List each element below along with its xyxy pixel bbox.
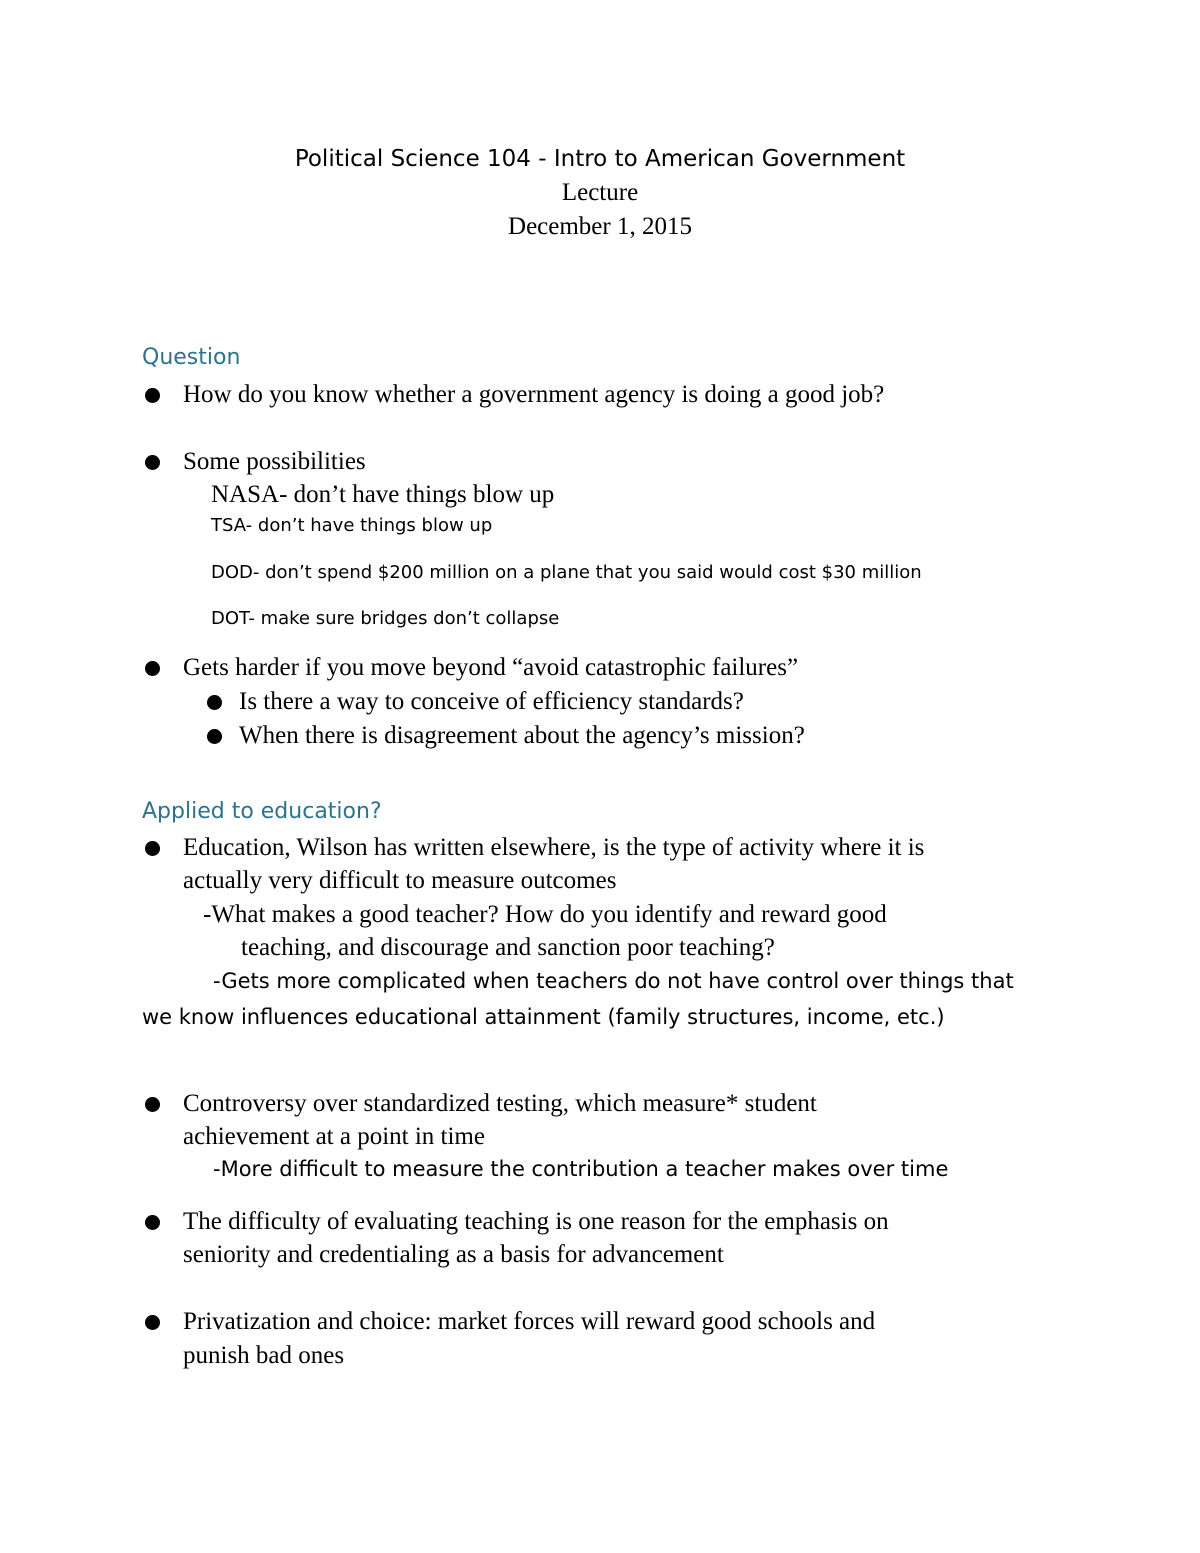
- dot-line: DOT- make sure bridges don’t collapse: [211, 608, 560, 629]
- bullet-icon: [145, 841, 160, 856]
- section-heading-question: Question: [142, 345, 241, 370]
- bullet-icon: [145, 1215, 160, 1230]
- education-bullet-line2: actually very difficult to measure outcomes: [183, 867, 617, 894]
- lecture-label: Lecture: [561, 179, 639, 206]
- bullet-icon: [145, 455, 160, 470]
- section-heading-education: Applied to education?: [142, 799, 382, 824]
- bullet-icon: [145, 661, 160, 676]
- mission-subbullet: When there is disagreement about the agency’s mission?: [239, 722, 805, 749]
- lecture-date: December 1, 2015: [508, 213, 692, 240]
- bullet-icon: [207, 729, 222, 744]
- seniority-bullet-line2: seniority and credentialing as a basis for advancement: [183, 1241, 724, 1268]
- document-header: [0, 142, 1200, 244]
- nasa-line: NASA- don’t have things blow up: [211, 481, 555, 508]
- bullet-icon: [145, 1315, 160, 1330]
- testing-bullet-line2: achievement at a point in time: [183, 1123, 485, 1150]
- education-bullet-line1: Education, Wilson has written elsewhere, is the type of activity where it is: [183, 834, 925, 861]
- complicated-line2: we know influences educational attainment (family structures, income, etc.): [142, 1005, 945, 1029]
- bullet-icon: [145, 1097, 160, 1112]
- good-teacher-line1: -What makes a good teacher? How do you identify and reward good: [203, 901, 887, 928]
- efficiency-subbullet: Is there a way to conceive of efficiency standards?: [239, 688, 744, 715]
- testing-bullet-line1: Controversy over standardized testing, which measure* student: [183, 1090, 817, 1117]
- bullet-icon: [207, 695, 222, 710]
- bullet-icon: [145, 388, 160, 403]
- course-title: Political Science 104 - Intro to American Government: [294, 146, 906, 172]
- possibilities-bullet: Some possibilities: [183, 448, 366, 475]
- privatization-bullet-line1: Privatization and choice: market forces will reward good schools and: [183, 1308, 876, 1335]
- seniority-bullet-line1: The difficulty of evaluating teaching is one reason for the emphasis on: [183, 1208, 889, 1235]
- good-teacher-line2: teaching, and discourage and sanction poor teaching?: [241, 934, 775, 961]
- question-bullet: How do you know whether a government agency is doing a good job?: [183, 381, 885, 408]
- contribution-line: -More difficult to measure the contribution a teacher makes over time: [213, 1157, 949, 1181]
- privatization-bullet-line2: punish bad ones: [183, 1342, 345, 1369]
- harder-bullet: Gets harder if you move beyond “avoid catastrophic failures”: [183, 654, 799, 681]
- dod-line: DOD- don’t spend $200 million on a plane that you said would cost $30 million: [211, 562, 922, 583]
- tsa-line: TSA- don’t have things blow up: [211, 515, 493, 536]
- complicated-line1: -Gets more complicated when teachers do not have control over things that: [213, 969, 1014, 993]
